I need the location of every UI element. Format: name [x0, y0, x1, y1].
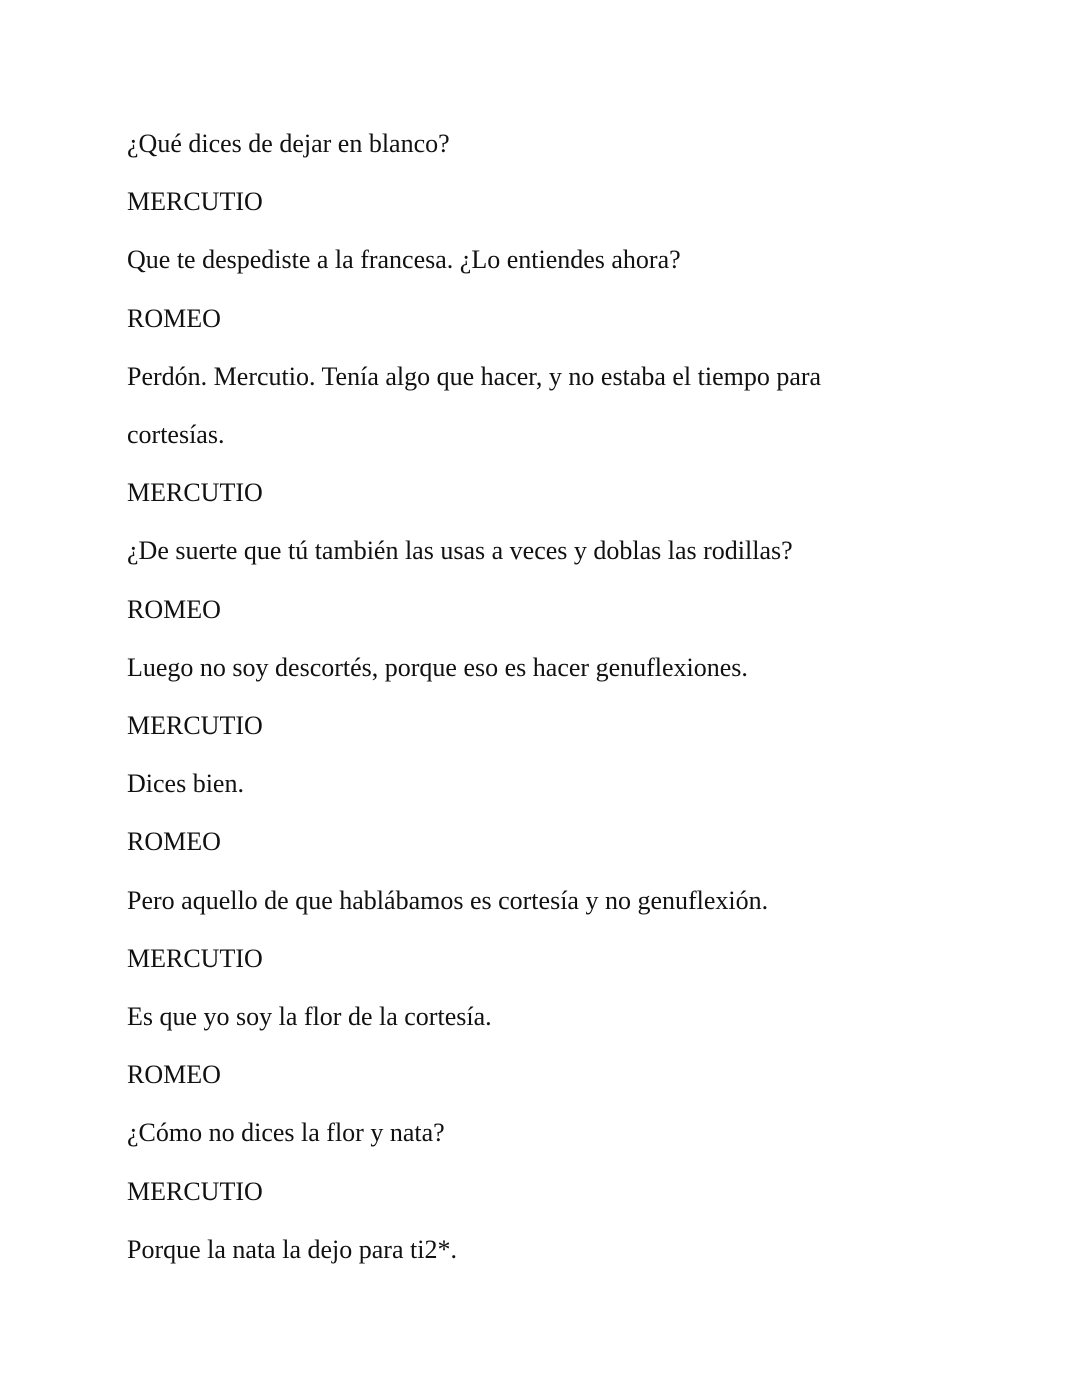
speaker-name: ROMEO — [127, 827, 221, 857]
dialogue-line: ¿De suerte que tú también las usas a veces y doblas las rodillas? — [127, 536, 793, 566]
dialogue-line: Dices bien. — [127, 769, 244, 799]
speaker-name: MERCUTIO — [127, 478, 263, 508]
speaker-name: MERCUTIO — [127, 1176, 263, 1206]
document-page — [127, 115, 872, 1279]
speaker-name: ROMEO — [127, 1060, 221, 1090]
dialogue-line: ¿Qué dices de dejar en blanco? — [127, 129, 450, 158]
speaker-name: MERCUTIO — [127, 711, 263, 741]
dialogue-line: Porque la nata la dejo para ti2*. — [127, 1234, 457, 1264]
dialogue-line: ¿Cómo no dices la flor y nata? — [127, 1118, 445, 1148]
dialogue-line: Pero aquello de que hablábamos es cortesía y no genuflexión. — [127, 885, 769, 915]
speaker-name: ROMEO — [127, 303, 221, 333]
speaker-name: ROMEO — [127, 594, 221, 624]
dialogue-line: Que te despediste a la francesa. ¿Lo entiendes ahora? — [127, 245, 681, 275]
speaker-name: MERCUTIO — [127, 187, 263, 217]
dialogue-line: Perdón. Mercutio. Tenía algo que hacer, y no estaba el tiempo para cortesías. — [127, 361, 822, 450]
dialogue-line: Luego no soy descortés, porque eso es hacer genuflexiones. — [127, 652, 748, 682]
dialogue-line: Es que yo soy la flor de la cortesía. — [127, 1002, 492, 1032]
speaker-name: MERCUTIO — [127, 943, 263, 973]
